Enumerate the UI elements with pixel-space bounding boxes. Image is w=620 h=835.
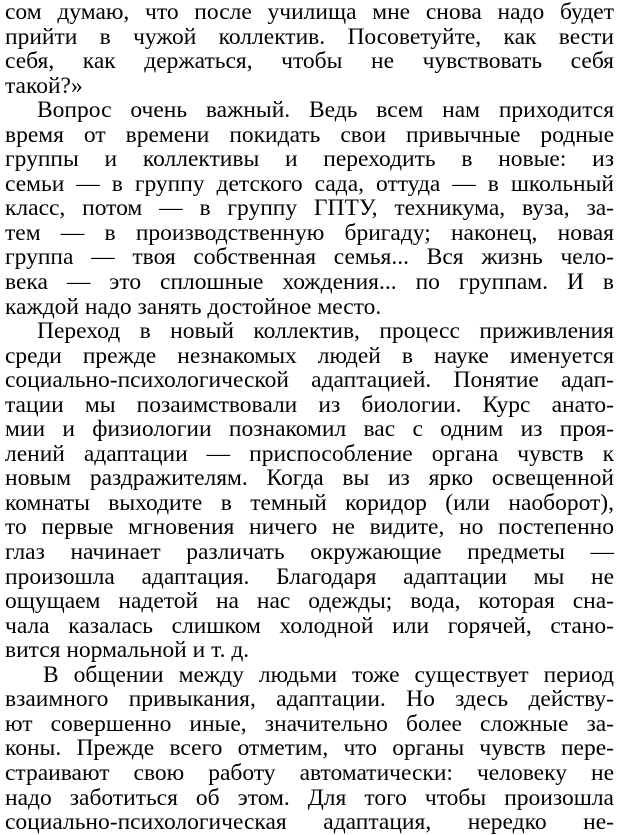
text-line: коны. Прежде всего отметим, что органы чувств пере- xyxy=(5,735,614,762)
text-line: В общении между людьми тоже существует период xyxy=(43,661,614,688)
text-line: века — это сплошные хождения... по группам. И в xyxy=(5,269,614,296)
text-line: социально-психологической адаптацией. Понятие адап- xyxy=(5,367,614,394)
text-line: произошла адаптация. Благодаря адаптации мы не xyxy=(5,563,614,590)
paragraph-question-end xyxy=(5,0,614,98)
text-line: ощущаем надетой на нас одежды; вода, которая сна- xyxy=(5,588,614,615)
text-line: Переход в новый коллектив, процесс приживления xyxy=(37,318,614,345)
text-line: Вопрос очень важный. Ведь всем нам приходится xyxy=(37,97,614,124)
text-line: себя, как держаться, чтобы не чувствовать себя xyxy=(5,48,614,75)
text-line: лений адаптации — приспособление органа чувств к xyxy=(5,440,614,467)
text-line: семьи — в группу детского сада, оттуда — в школьный xyxy=(5,170,614,197)
text-line: новым раздражителям. Когда вы из ярко освещенной xyxy=(5,465,614,492)
paragraph-adaptation xyxy=(5,319,614,663)
text-line: социально-психологическая адаптация, нередко не- xyxy=(5,809,614,835)
text-line: тации мы позаимствовали из биологии. Курс анато- xyxy=(5,391,614,418)
text-line: такой?» xyxy=(5,72,83,99)
paragraph-communication xyxy=(5,663,614,835)
text-line: надо заботиться об этом. Для того чтобы произошла xyxy=(5,784,614,811)
text-line: класс, потом — в группу ГПТУ, техникума, вуза, за- xyxy=(5,195,614,222)
text-line: вится нормальной и т. д. xyxy=(5,637,250,664)
text-line: мии и физиологии познакомил вас с одним из проя- xyxy=(5,416,614,443)
text-line: сом думаю, что после училища мне снова надо будет xyxy=(5,0,614,25)
text-line: чала казалась слишком холодной или горячей, стано- xyxy=(5,612,614,639)
text-line: среди прежде незнакомых людей в науке именуется xyxy=(5,342,614,369)
paragraph-important-question xyxy=(5,98,614,319)
text-line: взаимного привыкания, адаптации. Но здесь действу- xyxy=(5,686,614,713)
text-line: прийти в чужой коллектив. Посоветуйте, как вести xyxy=(5,23,614,50)
text-line: группы и коллективы и переходить в новые: из xyxy=(5,146,614,173)
text-line: комнаты выходите в темный коридор (или наоборот), xyxy=(5,489,614,516)
text-line: тем — в производственную бригаду; наконец, новая xyxy=(5,219,614,246)
text-line: группа — твоя собственная семья... Вся жизнь чело- xyxy=(5,244,614,271)
text-line: время от времени покидать свои привычные родные xyxy=(5,121,614,148)
text-line: ют совершенно иные, значительно более сложные за- xyxy=(5,710,614,737)
text-line: глаз начинает различать окружающие предметы — xyxy=(5,539,614,566)
text-line: то первые мгновения ничего не видите, но постепенно xyxy=(5,514,614,541)
text-line: страивают свою работу автоматически: человеку не xyxy=(5,759,614,786)
text-line: каждой надо занять достойное место. xyxy=(5,293,382,320)
